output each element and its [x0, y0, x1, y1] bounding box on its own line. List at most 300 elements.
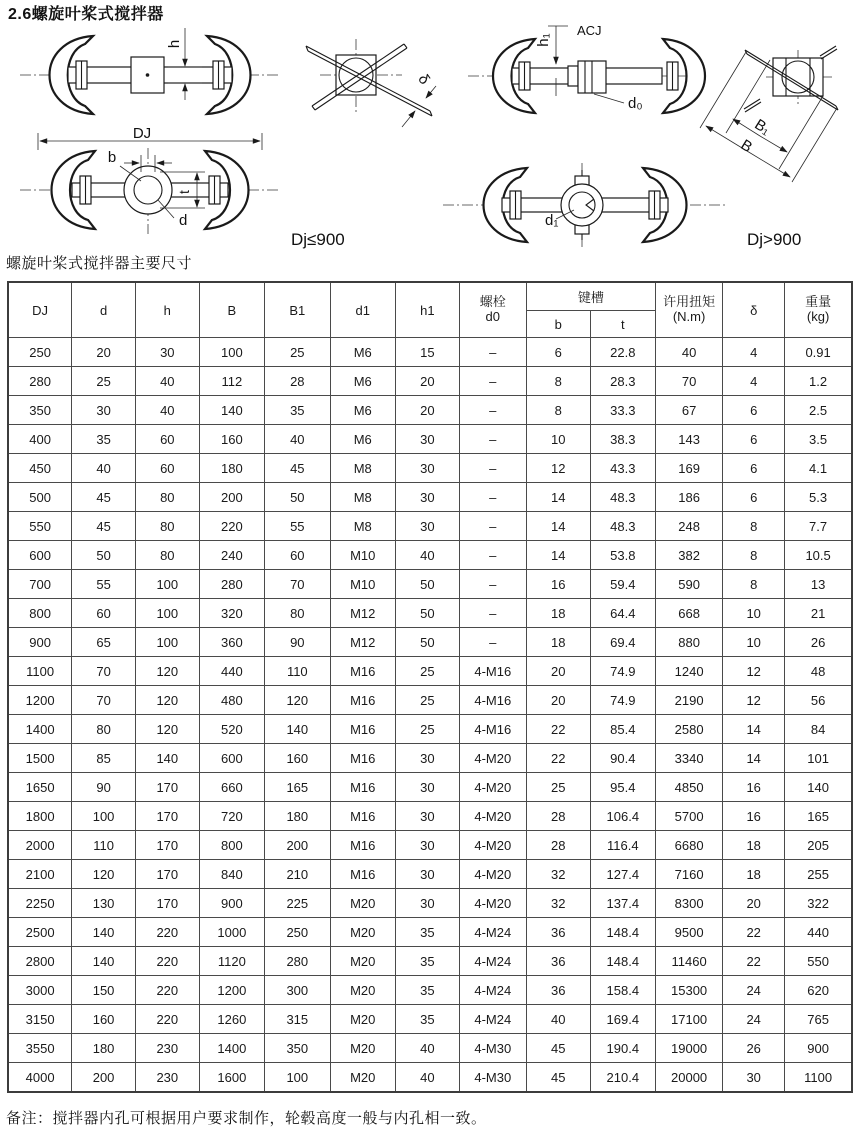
- table-cell: –: [459, 338, 526, 367]
- table-cell: 50: [265, 483, 330, 512]
- table-cell: 600: [8, 541, 72, 570]
- col-header-delta: δ: [723, 282, 785, 338]
- table-cell: 85: [72, 744, 136, 773]
- table-cell: 40: [265, 425, 330, 454]
- table-cell: 3000: [8, 976, 72, 1005]
- table-cell: M8: [330, 483, 395, 512]
- table-cell: 3340: [656, 744, 723, 773]
- table-cell: 60: [135, 425, 199, 454]
- col-header-torque-line1: 许用扭矩: [663, 294, 716, 310]
- section-title: 2.6螺旋叶桨式搅拌器: [8, 6, 164, 23]
- table-cell: 110: [265, 657, 330, 686]
- table-cell: 143: [656, 425, 723, 454]
- table-cell: –: [459, 512, 526, 541]
- table-cell: 880: [656, 628, 723, 657]
- table-cell: 24: [723, 1005, 785, 1034]
- table-cell: 205: [785, 831, 852, 860]
- table-cell: 30: [395, 744, 459, 773]
- table-cell: 25: [526, 773, 590, 802]
- table-cell: 200: [265, 831, 330, 860]
- table-cell: M6: [330, 338, 395, 367]
- table-cell: 169.4: [590, 1005, 655, 1034]
- table-cell: 240: [199, 541, 264, 570]
- table-header: [8, 282, 852, 338]
- table-cell: –: [459, 483, 526, 512]
- table-cell: 30: [72, 396, 136, 425]
- col-header-b1: B1: [265, 282, 330, 338]
- table-cell: 53.8: [590, 541, 655, 570]
- table-cell: 40: [135, 367, 199, 396]
- table-row: [8, 599, 852, 628]
- table-cell: 255: [785, 860, 852, 889]
- table-cell: 1.2: [785, 367, 852, 396]
- table-cell: 300: [265, 976, 330, 1005]
- col-header-keyway: 键槽: [526, 282, 655, 311]
- table-cell: 230: [135, 1063, 199, 1093]
- table-row: [8, 628, 852, 657]
- table-cell: 20: [395, 367, 459, 396]
- table-cell: 450: [8, 454, 72, 483]
- table-cell: 106.4: [590, 802, 655, 831]
- table-cell: 5700: [656, 802, 723, 831]
- table-cell: M20: [330, 1005, 395, 1034]
- table-cell: 660: [199, 773, 264, 802]
- table-cell: 140: [785, 773, 852, 802]
- table-cell: 40: [135, 396, 199, 425]
- table-cell: 4-M30: [459, 1063, 526, 1093]
- table-cell: 3.5: [785, 425, 852, 454]
- table-cell: –: [459, 396, 526, 425]
- table-cell: –: [459, 425, 526, 454]
- col-header-d1: d1: [330, 282, 395, 338]
- table-cell: 1200: [199, 976, 264, 1005]
- table-row: [8, 396, 852, 425]
- table-cell: 101: [785, 744, 852, 773]
- table-cell: 33.3: [590, 396, 655, 425]
- table-cell: 70: [265, 570, 330, 599]
- table-cell: 4-M16: [459, 657, 526, 686]
- table-cell: 220: [135, 947, 199, 976]
- table-cell: 90: [265, 628, 330, 657]
- table-cell: 60: [72, 599, 136, 628]
- table-cell: M16: [330, 773, 395, 802]
- table-cell: 48.3: [590, 512, 655, 541]
- dim-label-delta: δ: [414, 71, 434, 88]
- table-cell: 2100: [8, 860, 72, 889]
- table-cell: M6: [330, 396, 395, 425]
- table-row: [8, 570, 852, 599]
- table-cell: 180: [265, 802, 330, 831]
- table-cell: 22: [723, 947, 785, 976]
- table-cell: 4-M24: [459, 976, 526, 1005]
- table-cell: 50: [395, 599, 459, 628]
- table-cell: 50: [72, 541, 136, 570]
- table-cell: 116.4: [590, 831, 655, 860]
- table-cell: 2250: [8, 889, 72, 918]
- table-cell: 6: [723, 396, 785, 425]
- table-cell: M16: [330, 715, 395, 744]
- col-header-dj: DJ: [8, 282, 72, 338]
- table-cell: 500: [8, 483, 72, 512]
- table-cell: 30: [395, 773, 459, 802]
- footnote: 备注：搅拌器内孔可根据用户要求制作，轮毂高度一般与内孔相一致。: [6, 1110, 487, 1127]
- table-cell: 30: [395, 454, 459, 483]
- table-cell: –: [459, 367, 526, 396]
- table-cell: 67: [656, 396, 723, 425]
- table-cell: 69.4: [590, 628, 655, 657]
- table-cell: 4-M24: [459, 918, 526, 947]
- table-cell: 800: [199, 831, 264, 860]
- table-cell: 48: [785, 657, 852, 686]
- table-cell: 170: [135, 860, 199, 889]
- table-cell: 55: [72, 570, 136, 599]
- table-cell: 19000: [656, 1034, 723, 1063]
- table-cell: 30: [395, 425, 459, 454]
- table-cell: 22: [723, 918, 785, 947]
- col-header-h: h: [135, 282, 199, 338]
- dimension-table: [7, 281, 853, 1093]
- table-cell: 26: [785, 628, 852, 657]
- table-cell: 440: [785, 918, 852, 947]
- table-cell: 186: [656, 483, 723, 512]
- small-range-caption: Dj≤900: [291, 230, 345, 249]
- table-cell: 170: [135, 773, 199, 802]
- table-cell: 220: [135, 976, 199, 1005]
- table-cell: 350: [8, 396, 72, 425]
- table-row: [8, 686, 852, 715]
- dim-label-d: d: [179, 212, 188, 229]
- table-cell: 1500: [8, 744, 72, 773]
- table-cell: 0.91: [785, 338, 852, 367]
- table-cell: 10: [723, 628, 785, 657]
- table-cell: 45: [526, 1063, 590, 1093]
- table-cell: 6: [723, 425, 785, 454]
- side-view-large-diagram: [468, 23, 706, 113]
- table-cell: 40: [395, 541, 459, 570]
- table-cell: 17100: [656, 1005, 723, 1034]
- table-cell: 70: [72, 686, 136, 715]
- table-cell: 4-M20: [459, 744, 526, 773]
- col-header-bolt-line2: d0: [485, 309, 500, 324]
- table-cell: 120: [265, 686, 330, 715]
- table-cell: 1120: [199, 947, 264, 976]
- table-cell: 35: [395, 918, 459, 947]
- table-cell: 140: [135, 744, 199, 773]
- table-cell: 22.8: [590, 338, 655, 367]
- col-header-keyway-t: t: [590, 311, 655, 338]
- table-cell: 4-M16: [459, 715, 526, 744]
- table-cell: 22: [526, 715, 590, 744]
- table-cell: 2.5: [785, 396, 852, 425]
- table-cell: 158.4: [590, 976, 655, 1005]
- table-cell: 220: [135, 918, 199, 947]
- table-cell: 1650: [8, 773, 72, 802]
- table-cell: 210.4: [590, 1063, 655, 1093]
- dim-label-dj: DJ: [132, 125, 152, 142]
- table-cell: 36: [526, 918, 590, 947]
- technical-drawings: [0, 18, 860, 256]
- table-cell: 40: [395, 1034, 459, 1063]
- table-cell: 32: [526, 889, 590, 918]
- table-cell: 1240: [656, 657, 723, 686]
- table-cell: 148.4: [590, 947, 655, 976]
- table-cell: 200: [199, 483, 264, 512]
- table-cell: 40: [72, 454, 136, 483]
- table-cell: 16: [723, 773, 785, 802]
- table-cell: –: [459, 599, 526, 628]
- table-cell: 230: [135, 1034, 199, 1063]
- hub-width-detail-diagram: [700, 46, 838, 182]
- col-header-torque: [656, 282, 723, 338]
- table-cell: M8: [330, 454, 395, 483]
- table-cell: 100: [135, 570, 199, 599]
- table-cell: 250: [265, 918, 330, 947]
- table-cell: 112: [199, 367, 264, 396]
- table-row: [8, 918, 852, 947]
- table-cell: 30: [395, 483, 459, 512]
- table-cell: 14: [526, 483, 590, 512]
- table-cell: M20: [330, 976, 395, 1005]
- col-header-keyway-b: b: [526, 311, 590, 338]
- table-cell: 148.4: [590, 918, 655, 947]
- table-cell: 80: [135, 541, 199, 570]
- table-cell: 20: [526, 686, 590, 715]
- table-cell: 20: [72, 338, 136, 367]
- dim-label-b-cap: B: [737, 136, 756, 157]
- table-cell: 150: [72, 976, 136, 1005]
- table-row: [8, 889, 852, 918]
- table-cell: 12: [526, 454, 590, 483]
- table-cell: 280: [265, 947, 330, 976]
- dim-label-d0: d₀: [628, 95, 643, 112]
- table-cell: 28: [265, 367, 330, 396]
- table-cell: M10: [330, 570, 395, 599]
- table-row: [8, 744, 852, 773]
- table-cell: –: [459, 570, 526, 599]
- table-cell: 1200: [8, 686, 72, 715]
- table-cell: 180: [199, 454, 264, 483]
- table-cell: 900: [785, 1034, 852, 1063]
- table-cell: 165: [265, 773, 330, 802]
- table-cell: 18: [526, 599, 590, 628]
- table-cell: 2190: [656, 686, 723, 715]
- table-cell: 322: [785, 889, 852, 918]
- table-row: [8, 715, 852, 744]
- dimension-table-body: [8, 338, 852, 1093]
- table-cell: M10: [330, 541, 395, 570]
- table-cell: 40: [656, 338, 723, 367]
- table-cell: 137.4: [590, 889, 655, 918]
- table-cell: 140: [72, 947, 136, 976]
- table-cell: 20: [395, 396, 459, 425]
- table-cell: M20: [330, 947, 395, 976]
- table-row: [8, 802, 852, 831]
- table-cell: 32: [526, 860, 590, 889]
- table-cell: 600: [199, 744, 264, 773]
- table-cell: 6: [723, 483, 785, 512]
- table-row: [8, 512, 852, 541]
- table-cell: 8: [526, 396, 590, 425]
- table-cell: 8: [723, 541, 785, 570]
- table-cell: 28: [526, 802, 590, 831]
- table-cell: 2800: [8, 947, 72, 976]
- table-cell: 210: [265, 860, 330, 889]
- table-cell: 4: [723, 338, 785, 367]
- table-cell: 315: [265, 1005, 330, 1034]
- table-cell: 50: [395, 628, 459, 657]
- col-header-torque-line2: (N.m): [672, 309, 706, 324]
- front-view-large-diagram: [443, 163, 728, 247]
- col-header-d: d: [72, 282, 136, 338]
- table-cell: 120: [135, 686, 199, 715]
- table-cell: 200: [72, 1063, 136, 1093]
- table-cell: M16: [330, 831, 395, 860]
- table-cell: 74.9: [590, 657, 655, 686]
- table-cell: 1600: [199, 1063, 264, 1093]
- col-header-weight-line1: 重量: [805, 294, 832, 310]
- table-cell: M16: [330, 802, 395, 831]
- table-cell: 43.3: [590, 454, 655, 483]
- table-cell: 16: [723, 802, 785, 831]
- table-cell: 14: [723, 715, 785, 744]
- table-cell: 382: [656, 541, 723, 570]
- table-cell: 11460: [656, 947, 723, 976]
- table-cell: 250: [8, 338, 72, 367]
- table-cell: 550: [8, 512, 72, 541]
- table-cell: 15: [395, 338, 459, 367]
- table-cell: M6: [330, 425, 395, 454]
- table-cell: 25: [395, 657, 459, 686]
- table-cell: 38.3: [590, 425, 655, 454]
- table-cell: 1100: [8, 657, 72, 686]
- table-cell: 95.4: [590, 773, 655, 802]
- table-cell: 170: [135, 802, 199, 831]
- table-cell: 140: [72, 918, 136, 947]
- table-cell: 620: [785, 976, 852, 1005]
- table-cell: 74.9: [590, 686, 655, 715]
- table-cell: 45: [526, 1034, 590, 1063]
- table-cell: 350: [265, 1034, 330, 1063]
- table-cell: 22: [526, 744, 590, 773]
- table-row: [8, 1063, 852, 1093]
- table-cell: M20: [330, 1034, 395, 1063]
- table-cell: 40: [526, 1005, 590, 1034]
- dim-label-b1-cap: B₁: [751, 115, 774, 139]
- table-cell: 720: [199, 802, 264, 831]
- table-cell: 4-M20: [459, 860, 526, 889]
- table-cell: 18: [526, 628, 590, 657]
- table-cell: 45: [72, 512, 136, 541]
- table-cell: M20: [330, 1063, 395, 1093]
- table-cell: 3150: [8, 1005, 72, 1034]
- table-cell: 20: [526, 657, 590, 686]
- table-cell: 10: [526, 425, 590, 454]
- table-cell: 127.4: [590, 860, 655, 889]
- table-cell: 21: [785, 599, 852, 628]
- table-cell: 120: [135, 715, 199, 744]
- table-cell: 35: [395, 947, 459, 976]
- table-cell: 10: [723, 599, 785, 628]
- col-header-bolt-line1: 螺栓: [479, 294, 506, 310]
- table-cell: 8: [723, 570, 785, 599]
- table-cell: 4-M30: [459, 1034, 526, 1063]
- table-cell: 765: [785, 1005, 852, 1034]
- table-cell: 16: [526, 570, 590, 599]
- table-cell: 56: [785, 686, 852, 715]
- table-cell: 590: [656, 570, 723, 599]
- table-cell: 12: [723, 657, 785, 686]
- table-cell: 20: [723, 889, 785, 918]
- table-cell: 48.3: [590, 483, 655, 512]
- table-row: [8, 338, 852, 367]
- table-cell: 14: [526, 512, 590, 541]
- table-cell: 55: [265, 512, 330, 541]
- table-cell: 30: [395, 889, 459, 918]
- table-cell: 84: [785, 715, 852, 744]
- table-cell: 160: [199, 425, 264, 454]
- table-cell: 4-M20: [459, 831, 526, 860]
- table-row: [8, 773, 852, 802]
- table-cell: 30: [395, 831, 459, 860]
- large-range-caption: Dj>900: [747, 230, 802, 249]
- table-cell: –: [459, 628, 526, 657]
- table-cell: 4000: [8, 1063, 72, 1093]
- table-cell: 80: [135, 512, 199, 541]
- col-header-h1: h1: [395, 282, 459, 338]
- table-cell: 2500: [8, 918, 72, 947]
- table-cell: 65: [72, 628, 136, 657]
- table-cell: 8300: [656, 889, 723, 918]
- table-row: [8, 947, 852, 976]
- table-cell: 220: [135, 1005, 199, 1034]
- table-cell: –: [459, 454, 526, 483]
- table-cell: 59.4: [590, 570, 655, 599]
- table-cell: 180: [72, 1034, 136, 1063]
- table-cell: 7160: [656, 860, 723, 889]
- table-cell: M16: [330, 860, 395, 889]
- table-cell: 100: [72, 802, 136, 831]
- table-row: [8, 1005, 852, 1034]
- table-row: [8, 454, 852, 483]
- table-cell: 35: [265, 396, 330, 425]
- table-cell: 25: [395, 715, 459, 744]
- table-cell: M16: [330, 657, 395, 686]
- table-cell: M6: [330, 367, 395, 396]
- table-cell: 6: [723, 454, 785, 483]
- table-cell: 900: [8, 628, 72, 657]
- table-cell: 190.4: [590, 1034, 655, 1063]
- table-cell: M20: [330, 889, 395, 918]
- table-cell: 4-M20: [459, 802, 526, 831]
- table-cell: 440: [199, 657, 264, 686]
- table-cell: 120: [72, 860, 136, 889]
- table-cell: 120: [135, 657, 199, 686]
- table-cell: 100: [135, 599, 199, 628]
- table-cell: 80: [72, 715, 136, 744]
- table-cell: 520: [199, 715, 264, 744]
- table-cell: 80: [135, 483, 199, 512]
- table-cell: M16: [330, 744, 395, 773]
- table-cell: 40: [395, 1063, 459, 1093]
- table-row: [8, 657, 852, 686]
- table-row: [8, 1034, 852, 1063]
- table-cell: 90: [72, 773, 136, 802]
- table-cell: 30: [395, 860, 459, 889]
- table-cell: 840: [199, 860, 264, 889]
- table-cell: 4-M20: [459, 773, 526, 802]
- table-cell: 668: [656, 599, 723, 628]
- table-cell: 170: [135, 889, 199, 918]
